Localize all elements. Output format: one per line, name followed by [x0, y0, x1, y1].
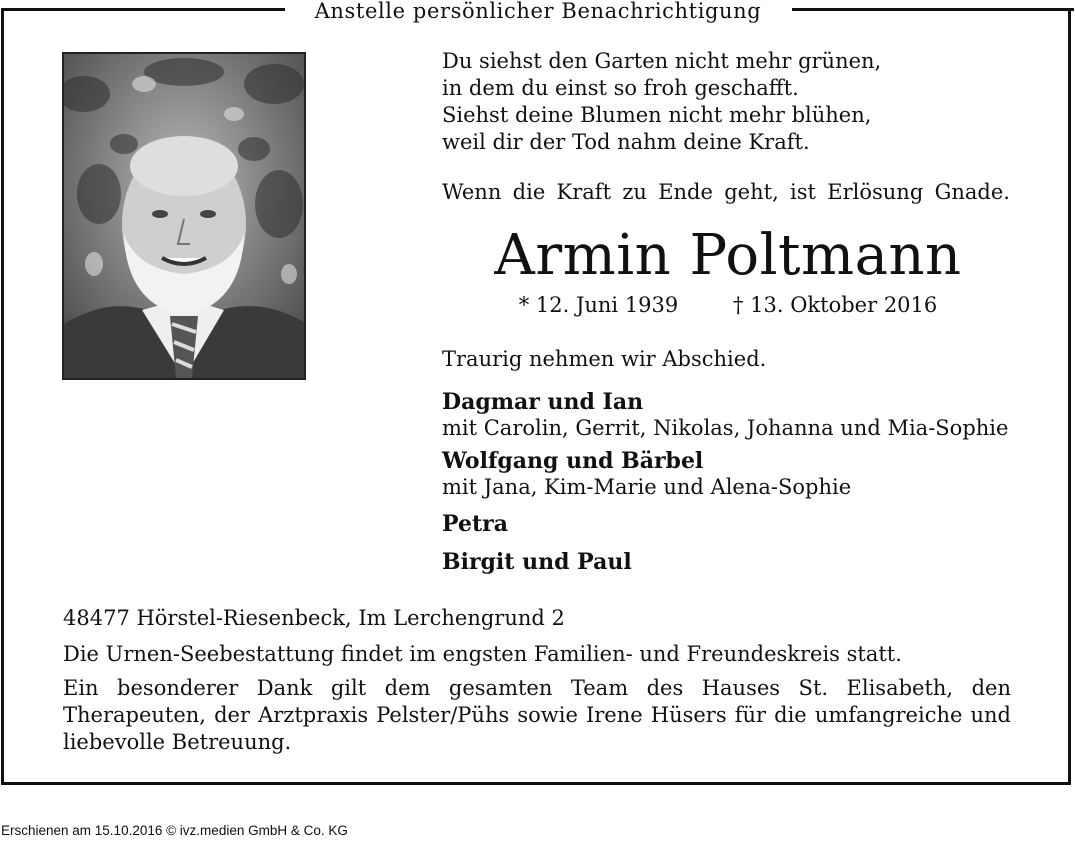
motto-line	[442, 179, 1010, 206]
publication-credit: Erschienen am 15.10.2016 © ivz.medien GmbH & Co. KG	[1, 823, 348, 838]
poem-line: weil dir der Tod nahm deine Kraft.	[442, 130, 810, 154]
death-date: † 13. Oktober 2016	[732, 293, 938, 317]
frame-top-rule-left	[1, 8, 285, 11]
mourner-name: Petra	[442, 511, 508, 537]
motto-word: Kraft	[556, 180, 612, 204]
mourner-group	[442, 548, 1042, 576]
mourners-list	[442, 388, 1042, 582]
burial-info: Die Urnen-Seebestattung findet im engsten Familien- und Freundeskreis statt.	[63, 642, 902, 666]
poem	[442, 48, 1022, 156]
motto-word: Wenn	[442, 180, 502, 204]
mourner-children: mit Jana, Kim-Marie und Alena-Sophie	[442, 475, 852, 499]
mourner-group	[442, 510, 1042, 538]
portrait-photo	[62, 52, 306, 380]
motto-word: geht,	[724, 180, 779, 204]
deceased-name: Armin Poltmann	[494, 223, 962, 288]
mourner-name: Dagmar und Ian	[442, 389, 644, 415]
grief-line: Traurig nehmen wir Abschied.	[442, 347, 767, 371]
mourner-name: Wolfgang und Bärbel	[442, 448, 704, 474]
motto-word: ist	[790, 180, 816, 204]
mourner-name: Birgit und Paul	[442, 549, 632, 575]
poem-line: Du siehst den Garten nicht mehr grünen,	[442, 49, 882, 73]
motto-word: zu	[622, 180, 647, 204]
mourner-group	[442, 388, 1042, 441]
mourner-children: mit Carolin, Gerrit, Nikolas, Johanna und Mia-Sophie	[442, 416, 1009, 440]
life-dates	[442, 292, 1014, 319]
poem-line: Siehst deine Blumen nicht mehr blühen,	[442, 103, 872, 127]
motto-word: Ende	[658, 180, 713, 204]
frame-top-rule-right	[792, 8, 1074, 11]
motto-word: Erlösung	[827, 180, 924, 204]
poem-line: in dem du einst so froh geschafft.	[442, 76, 799, 100]
birth-date: * 12. Juni 1939	[518, 293, 679, 317]
notice-header: Anstelle persönlicher Benachrichtigung	[314, 0, 762, 23]
motto-word: die	[512, 180, 546, 204]
thanks-paragraph: Ein besonderer Dank gilt dem gesamten Team des Hauses St. Elisabeth, den Therapeuten, der Arztpraxis Pelster/Pühs sowie Irene Hüsers für die umfangreiche und liebevolle Betreuung.	[63, 676, 1011, 754]
mourner-group	[442, 447, 1042, 500]
address-line: 48477 Hörstel-Riesenbeck, Im Lerchengrund 2	[63, 606, 565, 630]
motto-word: Gnade.	[934, 180, 1010, 204]
